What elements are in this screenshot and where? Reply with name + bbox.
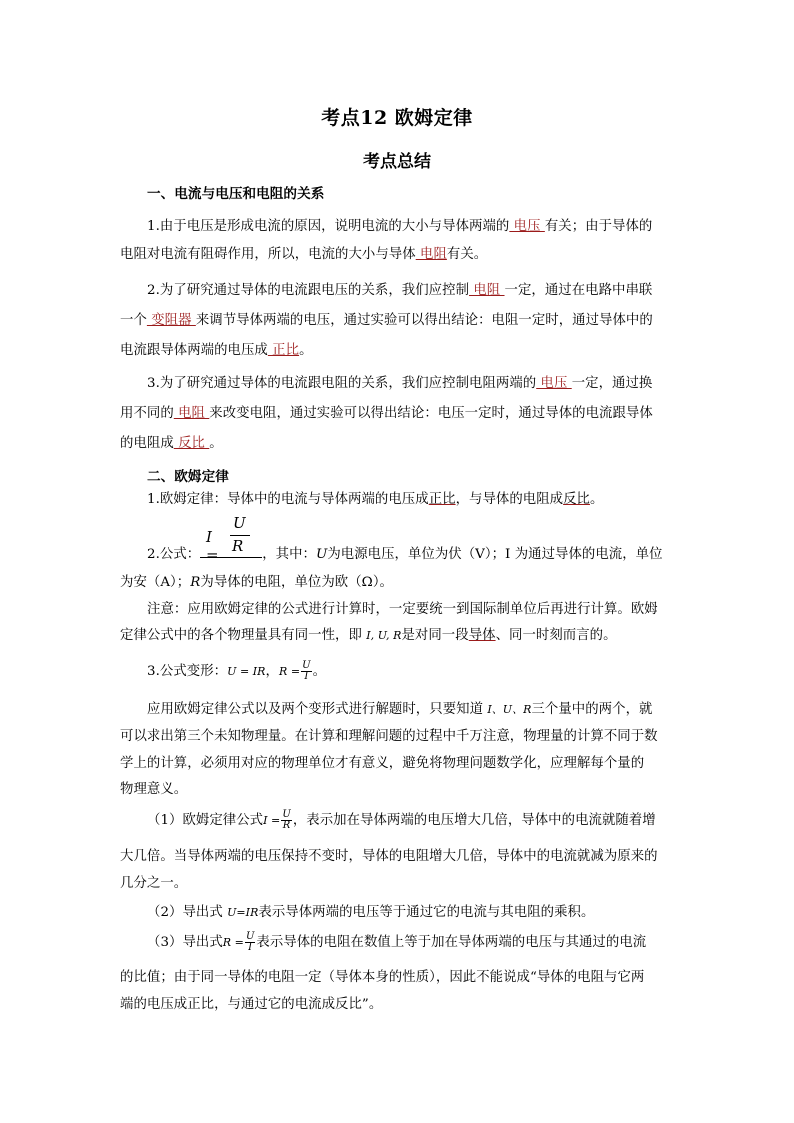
formula-u-ir: U=IR	[227, 906, 259, 919]
text: 应用欧姆定律公式以及两个变形式进行解题时，只要知道	[147, 702, 488, 717]
text: 一定，通过在电路中串联	[504, 283, 653, 298]
section2-heading: 二、欧姆定律	[147, 469, 229, 485]
text: 为导体的电阻，单位为欧（Ω）。	[200, 575, 393, 590]
formula-lhs: I =	[263, 814, 281, 827]
text: 定律公式中的各个物理量具有同一性，即	[120, 628, 367, 643]
s1-p1-line2	[120, 245, 680, 265]
text: ，	[265, 664, 279, 679]
text: 3.公式变形：	[147, 664, 228, 679]
text: 来调节导体两端的电压，通过实验可以得出结论：电阻一定时，通过导体中的	[195, 313, 653, 328]
formula-numerator: U	[233, 514, 246, 532]
s2-para-line2: 可以求出第三个未知物理量。在计算和理解问题的过程中千万注意，物理量的计算不同于数	[120, 729, 658, 744]
s1-p3-line3	[120, 434, 680, 454]
s1-p1-line1	[147, 217, 680, 237]
text: 。	[209, 436, 223, 451]
text: 电阻对电流有阻碍作用，所以，电流的大小与导体	[120, 247, 416, 262]
s2-para-line1	[147, 700, 680, 720]
answer-blank: 电压	[536, 376, 572, 391]
text: 表示导体两端的电压等于通过它的电流与其电阻的乘积。	[258, 905, 595, 920]
s1-p3-line2	[120, 404, 680, 424]
formula-u-ir: U = IR	[227, 665, 266, 678]
answer-blank: 变阻器	[146, 313, 196, 328]
vars: I、U、R	[487, 703, 532, 716]
page-subtitle: 考点总结	[363, 152, 431, 172]
s2-p2-line2	[120, 573, 680, 593]
text: 为安（A）；	[120, 575, 191, 590]
s1-p3-line1	[147, 374, 680, 394]
answer-blank: 反比	[173, 436, 210, 451]
s2-p2-line1	[147, 545, 680, 565]
page-title: 考点12 欧姆定律	[321, 107, 473, 129]
text: 来改变电阻，通过实验可以得出结论：电压一定时，通过导体的电流跟导体	[209, 406, 653, 421]
text: 一定，通过换	[571, 376, 653, 391]
answer-blank: 电阻	[173, 406, 210, 421]
item1-line2: 大几倍。当导体两端的电压保持不变时，导体的电阻增大几倍，导体中的电流就减为原来的	[120, 849, 658, 864]
numerator: U	[302, 660, 311, 671]
s2-para-line4: 物理意义。	[120, 782, 188, 797]
text: 。	[312, 664, 327, 679]
fraction-bar	[230, 535, 250, 536]
text: 用不同的	[120, 406, 174, 421]
item1-line3: 几分之一。	[120, 876, 188, 891]
text: 表示导体的电阻在数值上等于加在导体两端的电压与其通过的电流	[256, 935, 647, 950]
item1-line1	[147, 810, 680, 831]
answer-blank: 正比	[267, 343, 300, 358]
item3-line1	[147, 932, 680, 953]
text: 为电源电压，单位为伏（V）；I 为通过导体的电流，单位	[327, 547, 663, 562]
text: （3）导出式	[147, 935, 223, 950]
s1-p2-line2	[120, 311, 680, 331]
denominator: I	[304, 671, 309, 682]
numerator: U	[245, 931, 255, 942]
text: ，其中：	[262, 547, 316, 562]
text: 3.为了研究通过导体的电流跟电阻的关系，我们应控制电阻两端的	[147, 376, 537, 391]
fraction-u-over-i	[301, 661, 311, 682]
formula-lhs: I =	[206, 528, 219, 564]
text: ，表示加在导体两端的电压增大几倍，导体中的电流就随着增	[292, 813, 656, 828]
vars: I, U, R	[366, 629, 402, 642]
text: ，与导体的电阻成	[455, 492, 564, 507]
text: （1）欧姆定律公式	[147, 813, 264, 828]
fraction-u-over-r	[281, 810, 291, 831]
s2-p3	[147, 661, 680, 682]
item3-line2: 的比值；由于同一导体的电阻一定（导体本身的性质），因此不能说成“导体的电阻与它两	[120, 970, 645, 985]
text: 1.欧姆定律：导体中的电流与导体两端的电压成	[147, 492, 429, 507]
s2-p1	[147, 490, 680, 510]
item3-line3: 端的电压成正比，与通过它的电流成反比”。	[120, 997, 383, 1012]
formula-denominator: R	[232, 537, 244, 555]
var-u: U	[315, 547, 328, 562]
var-r: R	[190, 575, 201, 590]
text: 电流跟导体两端的电压成	[120, 343, 268, 358]
denominator: R	[282, 820, 291, 831]
answer-blank: 电阻	[469, 283, 505, 298]
denominator: I	[248, 942, 253, 953]
text: 1.由于电压是形成电流的原因，说明电流的大小与导体两端的	[147, 219, 510, 234]
numerator: U	[282, 809, 291, 820]
underlined-answer: 导体	[468, 628, 496, 643]
item2	[147, 903, 680, 923]
text: 一个	[120, 313, 147, 328]
underlined-answer: 正比	[428, 492, 456, 507]
formula-r-lhs: R =	[278, 665, 301, 678]
fraction-u-over-i	[245, 932, 255, 953]
text: 三个量中的两个，就	[531, 702, 653, 717]
s2-note-line2	[120, 626, 680, 646]
s2-para-line3: 学上的计算，必须用对应的物理单位才有意义，避免将物理问题数学化，应理解每个量的	[120, 756, 645, 771]
s2-note-line1: 注意：应用欧姆定律的公式进行计算时，一定要统一到国际制单位后再进行计算。欧姆	[147, 602, 658, 617]
answer-blank: 电压	[509, 219, 545, 234]
s1-p2-line3	[120, 341, 680, 361]
text: 。	[299, 343, 313, 358]
section1-heading: 一、电流与电压和电阻的关系	[147, 186, 325, 202]
text: 有关；由于导体的	[544, 219, 653, 234]
text: 。	[590, 492, 604, 507]
text: 2.为了研究通过导体的电流跟电压的关系，我们应控制	[147, 283, 470, 298]
text: 2.公式：	[147, 547, 201, 562]
text: 是对同一段	[401, 628, 469, 643]
text: 有关。	[446, 247, 488, 262]
text: 的电阻成	[120, 436, 174, 451]
text: 、同一时刻而言的。	[495, 628, 617, 643]
formula-lhs: R =	[222, 936, 244, 949]
formula-blank	[200, 545, 262, 558]
text: （2）导出式	[147, 905, 228, 920]
s1-p2-line1	[147, 281, 680, 301]
answer-blank: 电阻	[415, 247, 447, 262]
underlined-answer: 反比	[563, 492, 590, 507]
